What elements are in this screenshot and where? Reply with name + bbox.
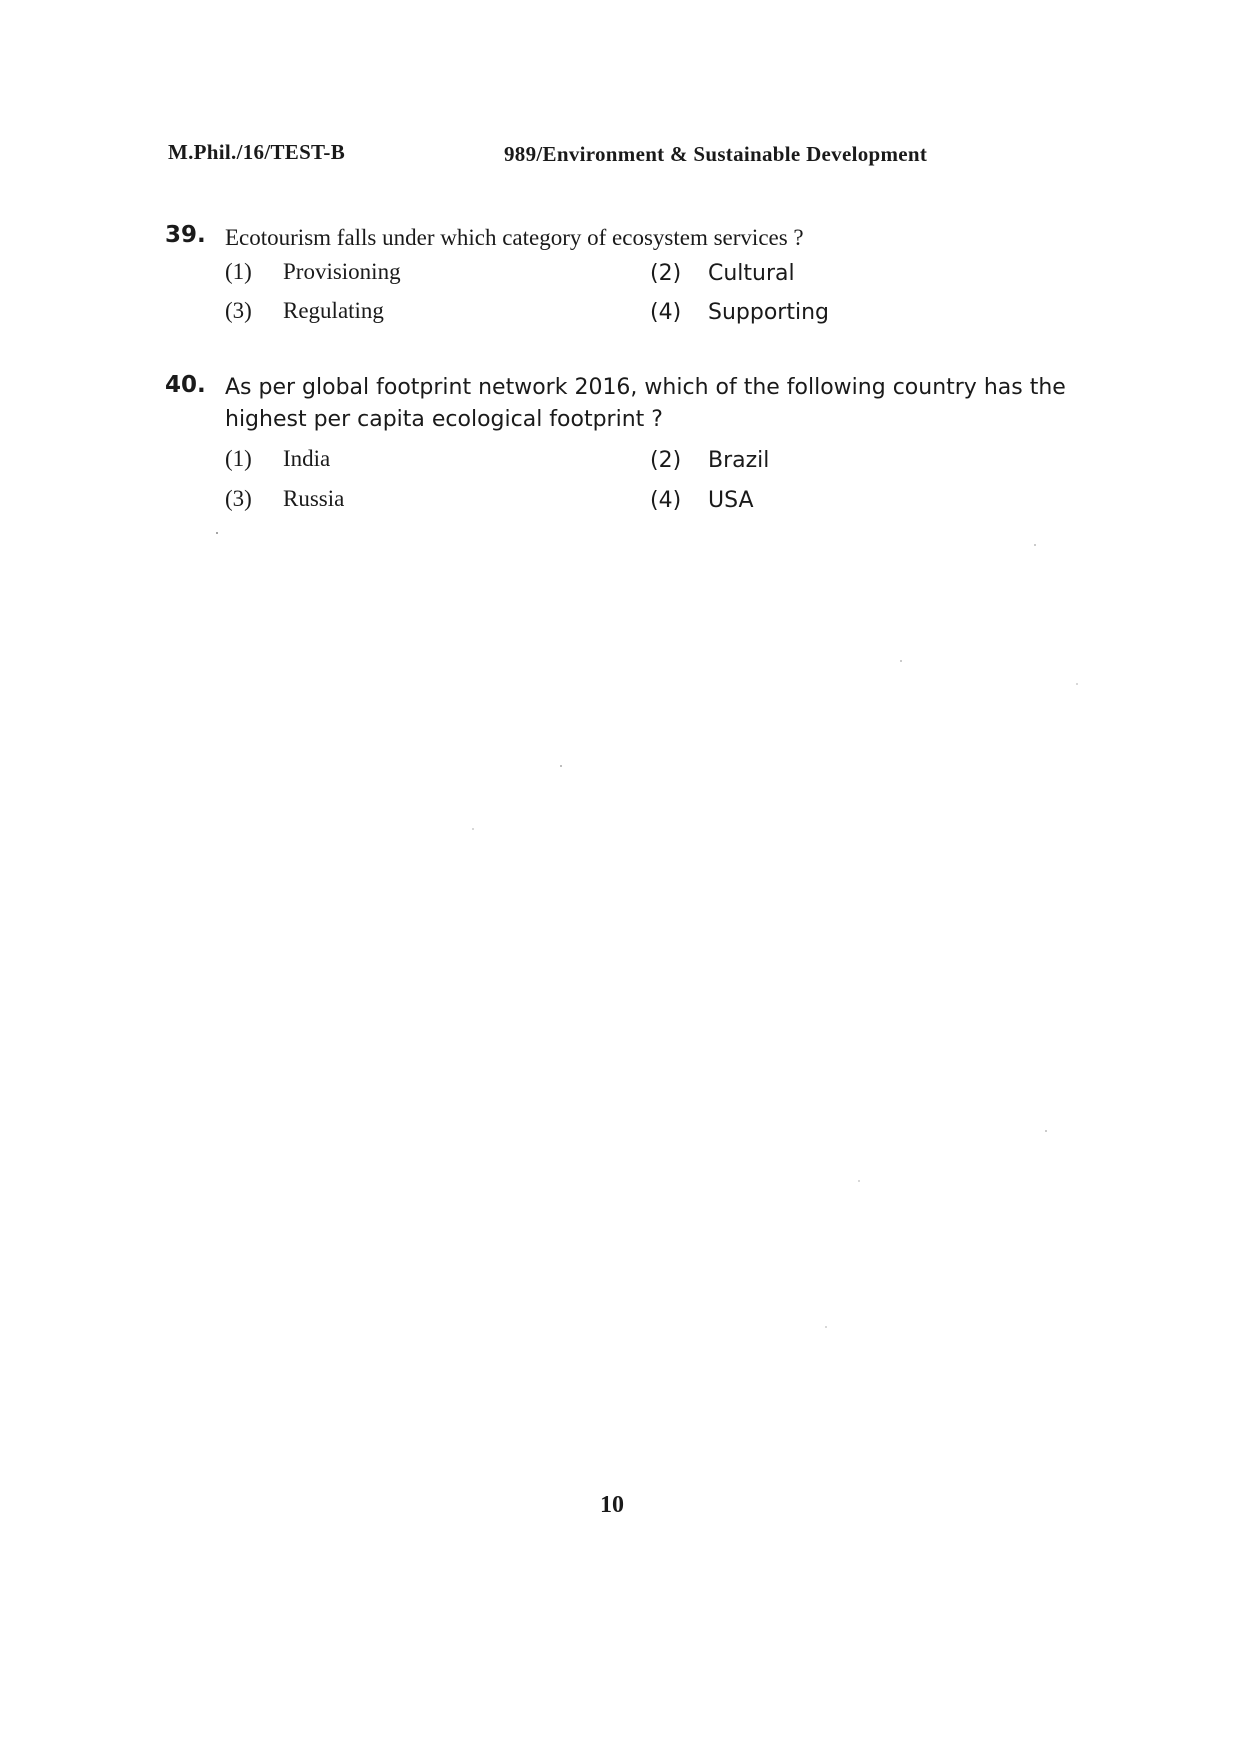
page-number: 10 xyxy=(600,1492,624,1518)
option-text: Regulating xyxy=(283,298,384,323)
option-number: (4) xyxy=(650,488,682,513)
subject-title: 989/Environment & Sustainable Development xyxy=(504,142,928,166)
scan-speck xyxy=(560,765,562,767)
option-2 xyxy=(650,448,769,473)
option-text: Provisioning xyxy=(283,259,401,284)
option-2 xyxy=(650,261,795,286)
scan-speck xyxy=(1034,544,1036,546)
option-number: (4) xyxy=(650,300,682,325)
option-number: (2) xyxy=(650,261,682,286)
option-number: (2) xyxy=(650,448,682,473)
scan-speck xyxy=(900,660,902,662)
option-1 xyxy=(225,259,401,285)
exam-code: M.Phil./16/TEST-B xyxy=(168,140,346,164)
option-number: (3) xyxy=(225,486,252,511)
scan-speck xyxy=(472,828,474,830)
option-text: India xyxy=(283,446,331,471)
option-text: Russia xyxy=(283,486,345,511)
scan-speck xyxy=(858,1180,860,1182)
question-number: 40. xyxy=(165,372,206,398)
question-text: Ecotourism falls under which category of ecosystem services ? xyxy=(225,225,804,250)
option-3 xyxy=(225,486,344,512)
option-number: (3) xyxy=(225,298,252,323)
option-text: USA xyxy=(708,488,754,513)
option-text: Cultural xyxy=(708,261,795,286)
scan-speck xyxy=(825,1326,827,1328)
question-number: 39. xyxy=(165,222,206,248)
page-header xyxy=(168,140,1068,176)
option-3 xyxy=(225,298,384,324)
option-number: (1) xyxy=(225,446,252,471)
scan-speck xyxy=(1045,1130,1047,1132)
option-4 xyxy=(650,300,829,325)
option-text: Supporting xyxy=(708,300,829,325)
option-number: (1) xyxy=(225,259,252,284)
scan-speck xyxy=(1076,683,1078,685)
option-1 xyxy=(225,446,330,472)
option-text: Brazil xyxy=(708,448,770,473)
question-text: As per global footprint network 2016, which of the following country has the highest per capita ecological footprint ? xyxy=(225,375,1066,432)
scan-speck xyxy=(216,532,218,534)
option-4 xyxy=(650,488,754,513)
